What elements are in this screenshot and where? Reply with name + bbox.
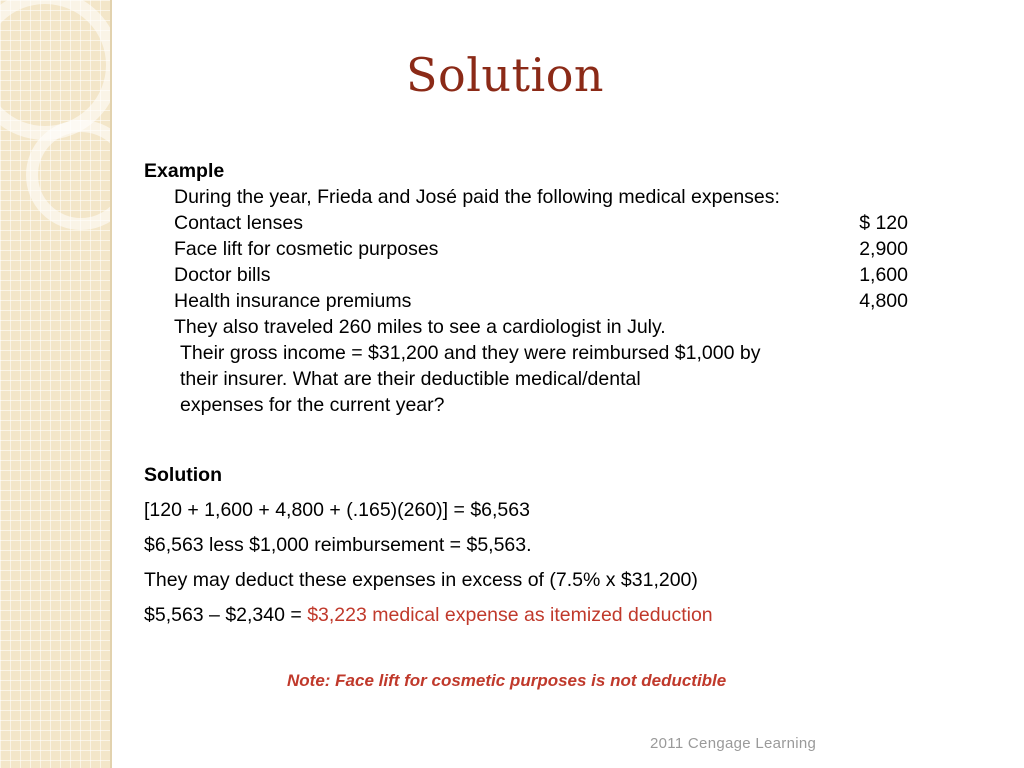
expense-label: Health insurance premiums [174, 290, 412, 312]
expense-amount: 2,900 [859, 238, 908, 260]
decorative-ring [0, 0, 112, 140]
example-travel: They also traveled 260 miles to see a cardiologist in July. [174, 316, 666, 338]
example-question-line: their insurer. What are their deductible medical/dental [180, 368, 641, 390]
solution-heading: Solution [144, 464, 222, 486]
slide-title: Solution [406, 48, 605, 102]
solution-line: [120 + 1,600 + 4,800 + (.165)(260)] = $6,563 [144, 499, 530, 521]
solution-result-highlight: $3,223 medical expense as itemized deduction [307, 604, 713, 626]
expense-label: Contact lenses [174, 212, 303, 234]
expense-label: Doctor bills [174, 264, 271, 286]
expense-amount: $ 120 [859, 212, 908, 234]
deductibility-note: Note: Face lift for cosmetic purposes is not deductible [287, 671, 727, 690]
decorative-side-strip [0, 0, 112, 768]
example-heading: Example [144, 160, 225, 182]
expense-amount: 4,800 [859, 290, 908, 312]
footer-copyright: 2011 Cengage Learning [650, 735, 817, 752]
example-question-line: expenses for the current year? [180, 394, 445, 416]
solution-result-prefix: $5,563 – $2,340 = [144, 604, 308, 626]
example-intro: During the year, Frieda and José paid the following medical expenses: [174, 186, 780, 208]
solution-line: They may deduct these expenses in excess of (7.5% x $31,200) [144, 569, 698, 591]
solution-result-line [144, 602, 713, 628]
solution-line: $6,563 less $1,000 reimbursement = $5,563. [144, 534, 532, 556]
example-question-line: Their gross income = $31,200 and they were reimbursed $1,000 by [180, 342, 761, 364]
expense-label: Face lift for cosmetic purposes [174, 238, 439, 260]
expense-amount: 1,600 [859, 264, 908, 286]
